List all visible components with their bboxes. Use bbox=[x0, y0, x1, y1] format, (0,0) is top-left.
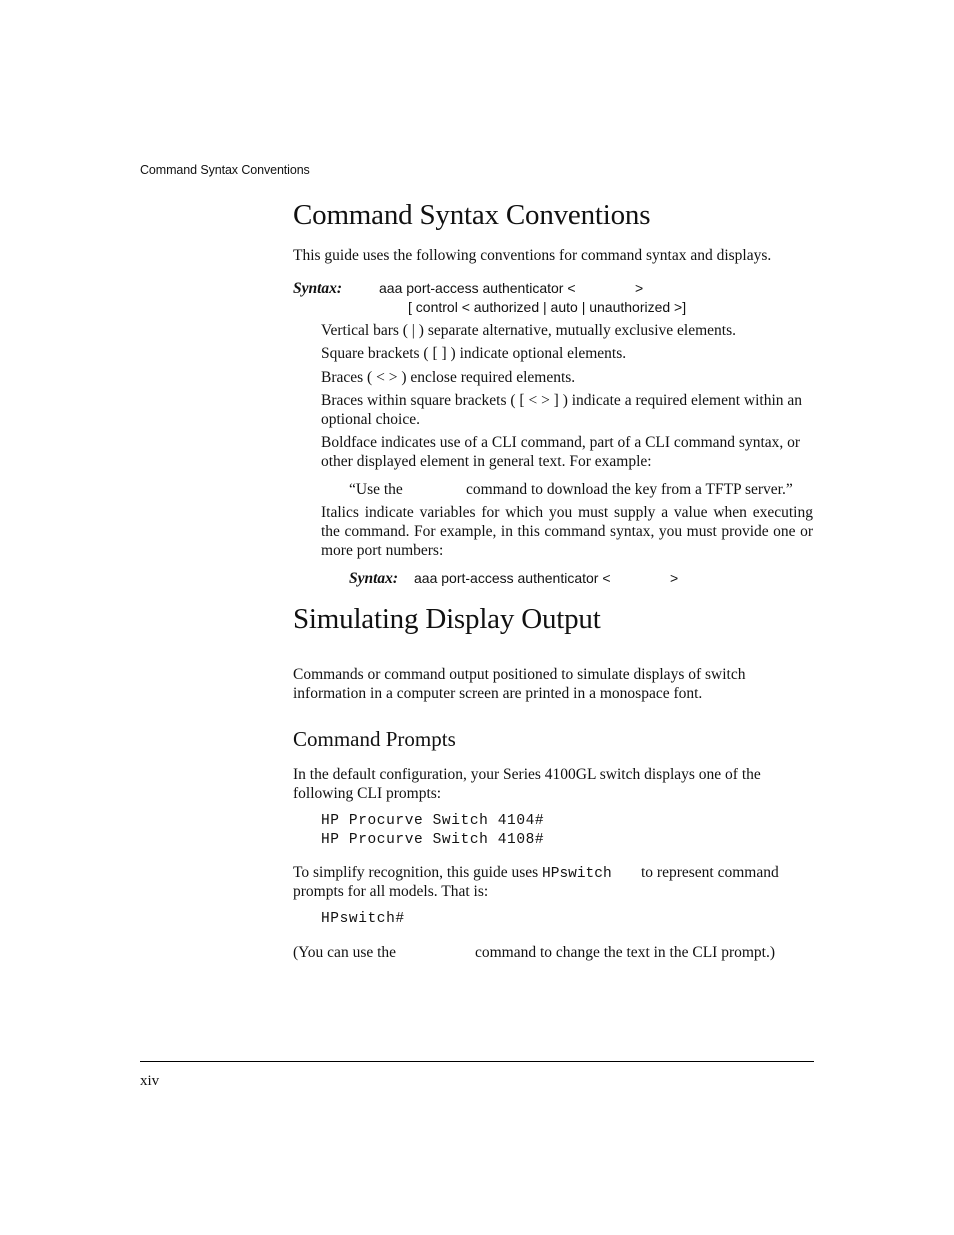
footer-rule bbox=[140, 1061, 814, 1062]
convention-item: Square brackets ( [ ] ) indicate optional elements. bbox=[321, 345, 627, 362]
section-title: Simulating Display Output bbox=[293, 603, 601, 635]
intro-paragraph: This guide uses the following conventions for command syntax and displays. bbox=[293, 247, 772, 264]
example-quote-start: “Use the bbox=[349, 481, 403, 498]
hpswitch-prompt: HPswitch# bbox=[321, 911, 405, 927]
subsection-title: Command Prompts bbox=[293, 727, 456, 751]
syntax-label: Syntax: bbox=[293, 280, 343, 297]
italics-paragraph: Italics indicate variables for which you must supply a value when executing the command. For example, in this command syntax, you must provide one or more port numbers: bbox=[321, 504, 813, 559]
cli-prompt-note-start: (You can use the bbox=[293, 944, 397, 961]
syntax-command-part1: aaa port-access authenticator < bbox=[379, 280, 576, 296]
convention-item: Boldface indicates use of a CLI command, part of a CLI command syntax, or other displayed element in general text. For example: bbox=[321, 434, 801, 470]
syntax-command-line2: [ control < authorized | auto | unauthorized >] bbox=[408, 299, 687, 315]
example-syntax-label: Syntax: bbox=[349, 570, 399, 587]
convention-item: Vertical bars ( | ) separate alternative, mutually exclusive elements. bbox=[321, 322, 736, 339]
cli-prompt-note-end: command to change the text in the CLI prompt.) bbox=[475, 944, 776, 961]
simplify-text-start: To simplify recognition, this guide uses bbox=[293, 864, 539, 881]
convention-item: Braces ( < > ) enclose required elements. bbox=[321, 369, 576, 386]
convention-item: Braces within square brackets ( [ < > ] ) indicate a required element within an optional choice. bbox=[321, 392, 803, 428]
prompts-intro-paragraph: In the default configuration, your Series 4100GL switch displays one of the following CLI prompts: bbox=[293, 766, 761, 802]
simplify-paragraph-rest: to represent command prompts for all models. That is: bbox=[293, 864, 779, 900]
inline-code: HPswitch bbox=[542, 866, 612, 882]
example-syntax-command-part2: > bbox=[670, 570, 679, 586]
page-number: xiv bbox=[140, 1073, 160, 1089]
section-title: Command Syntax Conventions bbox=[293, 199, 651, 231]
example-syntax-command-part1: aaa port-access authenticator < bbox=[414, 570, 611, 586]
syntax-command-part2: > bbox=[635, 280, 644, 296]
cli-prompt: HP Procurve Switch 4108# bbox=[321, 832, 545, 848]
cli-prompt: HP Procurve Switch 4104# bbox=[321, 813, 545, 829]
example-quote-end: command to download the key from a TFTP server.” bbox=[466, 481, 793, 498]
display-output-paragraph: Commands or command output positioned to simulate displays of switch information in a computer screen are printed in a monospace font. bbox=[293, 666, 746, 702]
running-head: Command Syntax Conventions bbox=[140, 163, 310, 177]
